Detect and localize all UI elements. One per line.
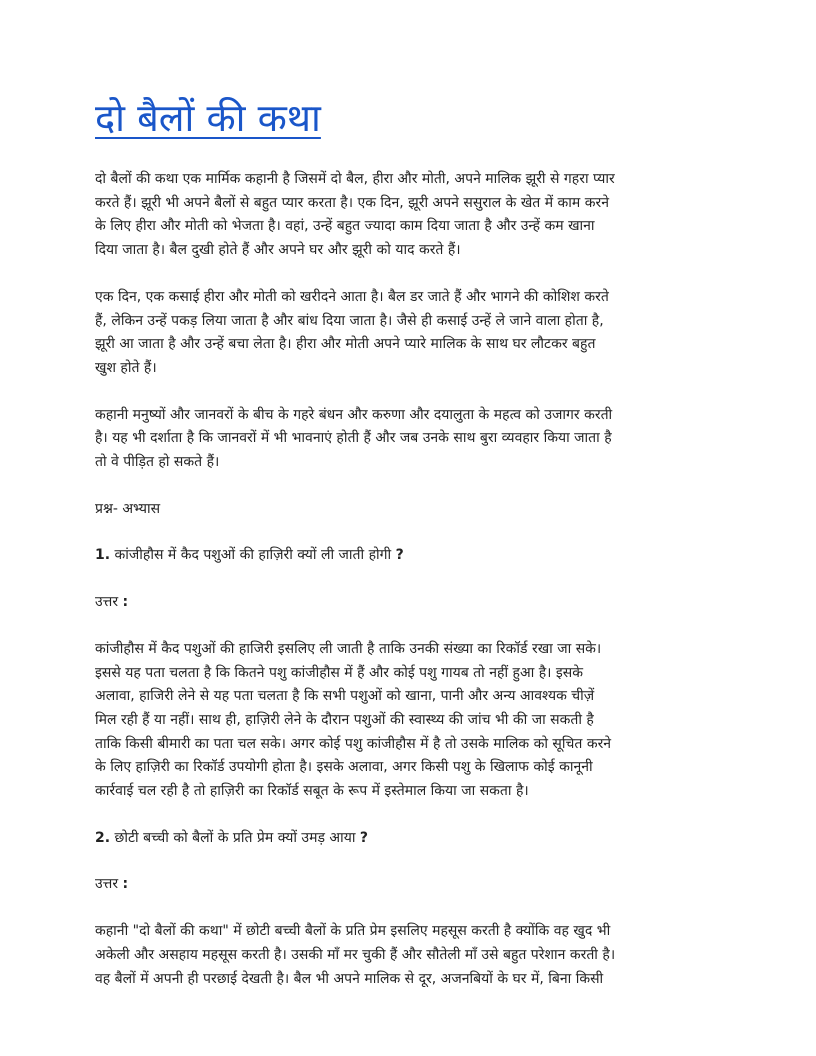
text-line: खुश होते हैं। (95, 359, 157, 376)
text-line: हैं, लेकिन उन्हें पकड़ लिया जाता है और बांध दिया जाता है। जैसे ही कसाई उन्हें ले जाने वाला होता है, (95, 312, 604, 329)
answer-2 (95, 920, 735, 991)
question-2 (95, 827, 735, 851)
question-number: 2. (95, 829, 111, 846)
text-line: वह बैलों में अपनी ही परछाई देखती है। बैल भी अपने मालिक से दूर, अजनबियों के घर में, बिना किसी (95, 970, 604, 987)
text-line: कांजीहौस में कैद पशुओं की हाजिरी इसलिए ली जाती है ताकि उनकी संख्या का रिकॉर्ड रखा जा सके। (95, 640, 602, 657)
answer-label-1 (95, 591, 735, 615)
text-line: दो बैलों की कथा एक मार्मिक कहानी है जिसमें दो बैल, हीरा और मोती, अपने मालिक झूरी से गहरा प्यार (95, 171, 615, 187)
exercise-heading-text: प्रश्न- अभ्यास (95, 500, 161, 517)
document-title[interactable]: दो बैलों की कथा (95, 96, 321, 140)
text-line: अकेली और असहाय महसूस करती है। उसकी माँ मर चुकी हैं और सौतेली माँ उसे बहुत परेशान करती है। (95, 946, 616, 963)
text-line: कार्रवाई चल रही है तो हाज़िरी का रिकॉर्ड सबूत के रूप में इस्तेमाल किया जा सकता है। (95, 783, 529, 800)
text-line: तो वे पीड़ित हो सकते हैं। (95, 454, 220, 471)
question-1 (95, 544, 735, 568)
text-line: कहानी मनुष्यों और जानवरों के बीच के गहरे बंधन और करुणा और दयालुता के महत्व को उजागर करती (95, 406, 613, 423)
text-line: के लिए हाज़िरी का रिकॉर्ड उपयोगी होता है। इसके अलावा, अगर किसी पशु के खिलाफ कोई कानूनी (95, 759, 593, 776)
answer-label-2 (95, 873, 735, 897)
text-line: करते हैं। झूरी भी अपने बैलों से बहुत प्यार करता है। एक दिन, झूरी अपने ससुराल के खेत में काम करने (95, 194, 609, 211)
text-line: है। यह भी दर्शाता है कि जानवरों में भी भावनाएं होती हैं और जब उनके साथ बुरा व्यवहार किया जाता है (95, 430, 612, 447)
summary-paragraph-1 (95, 168, 735, 263)
text-line: के लिए हीरा और मोती को भेजता है। वहां, उन्हें बहुत ज्यादा काम दिया जाता है और उन्हें कम खाना (95, 218, 595, 235)
question-mark: ? (395, 547, 404, 564)
question-number: 1. (95, 547, 111, 564)
question-text: कांजीहौस में कैद पशुओं की हाज़िरी क्यों ली जाती होगी (110, 547, 396, 564)
question-text: छोटी बच्ची को बैलों के प्रति प्रेम क्यों उमड़ आया (110, 829, 360, 846)
text-line: मिल रही हैं या नहीं। साथ ही, हाज़िरी लेने के दौरान पशुओं की स्वास्थ्य की जांच भी की जा सकती है (95, 711, 594, 728)
document-page (95, 90, 735, 1014)
text-line: एक दिन, एक कसाई हीरा और मोती को खरीदने आता है। बैल डर जाते हैं और भागने की कोशिश करते (95, 288, 609, 305)
summary-paragraph-2 (95, 286, 735, 381)
answer-colon: : (122, 876, 129, 893)
text-line: ताकि किसी बीमारी का पता चल सके। अगर कोई पशु कांजीहौस में है तो उसके मालिक को सूचित करने (95, 735, 612, 752)
answer-1 (95, 638, 735, 804)
text-line: दिया जाता है। बैल दुखी होते हैं और अपने घर और झूरी को याद करते हैं। (95, 242, 461, 259)
exercise-heading (95, 498, 735, 522)
text-line: इससे यह पता चलता है कि कितने पशु कांजीहौस में हैं और कोई पशु गायब तो नहीं हुआ है। इसके (95, 664, 583, 681)
text-line: झूरी आ जाता है और उन्हें बचा लेता है। हीरा और मोती अपने प्यारे मालिक के साथ घर लौटकर बहुत (95, 336, 596, 353)
summary-paragraph-3 (95, 404, 735, 475)
question-mark: ? (359, 829, 369, 846)
answer-label: उत्तर (95, 876, 123, 893)
answer-label: उत्तर (95, 594, 123, 611)
answer-colon: : (122, 594, 129, 611)
text-line: कहानी "दो बैलों की कथा" में छोटी बच्ची बैलों के प्रति प्रेम इसलिए महसूस करती है क्योंकि वह खुद भी (95, 923, 611, 940)
text-line: अलावा, हाजिरी लेने से यह पता चलता है कि सभी पशुओं को खाना, पानी और अन्य आवश्यक चीज़ें (95, 688, 595, 705)
